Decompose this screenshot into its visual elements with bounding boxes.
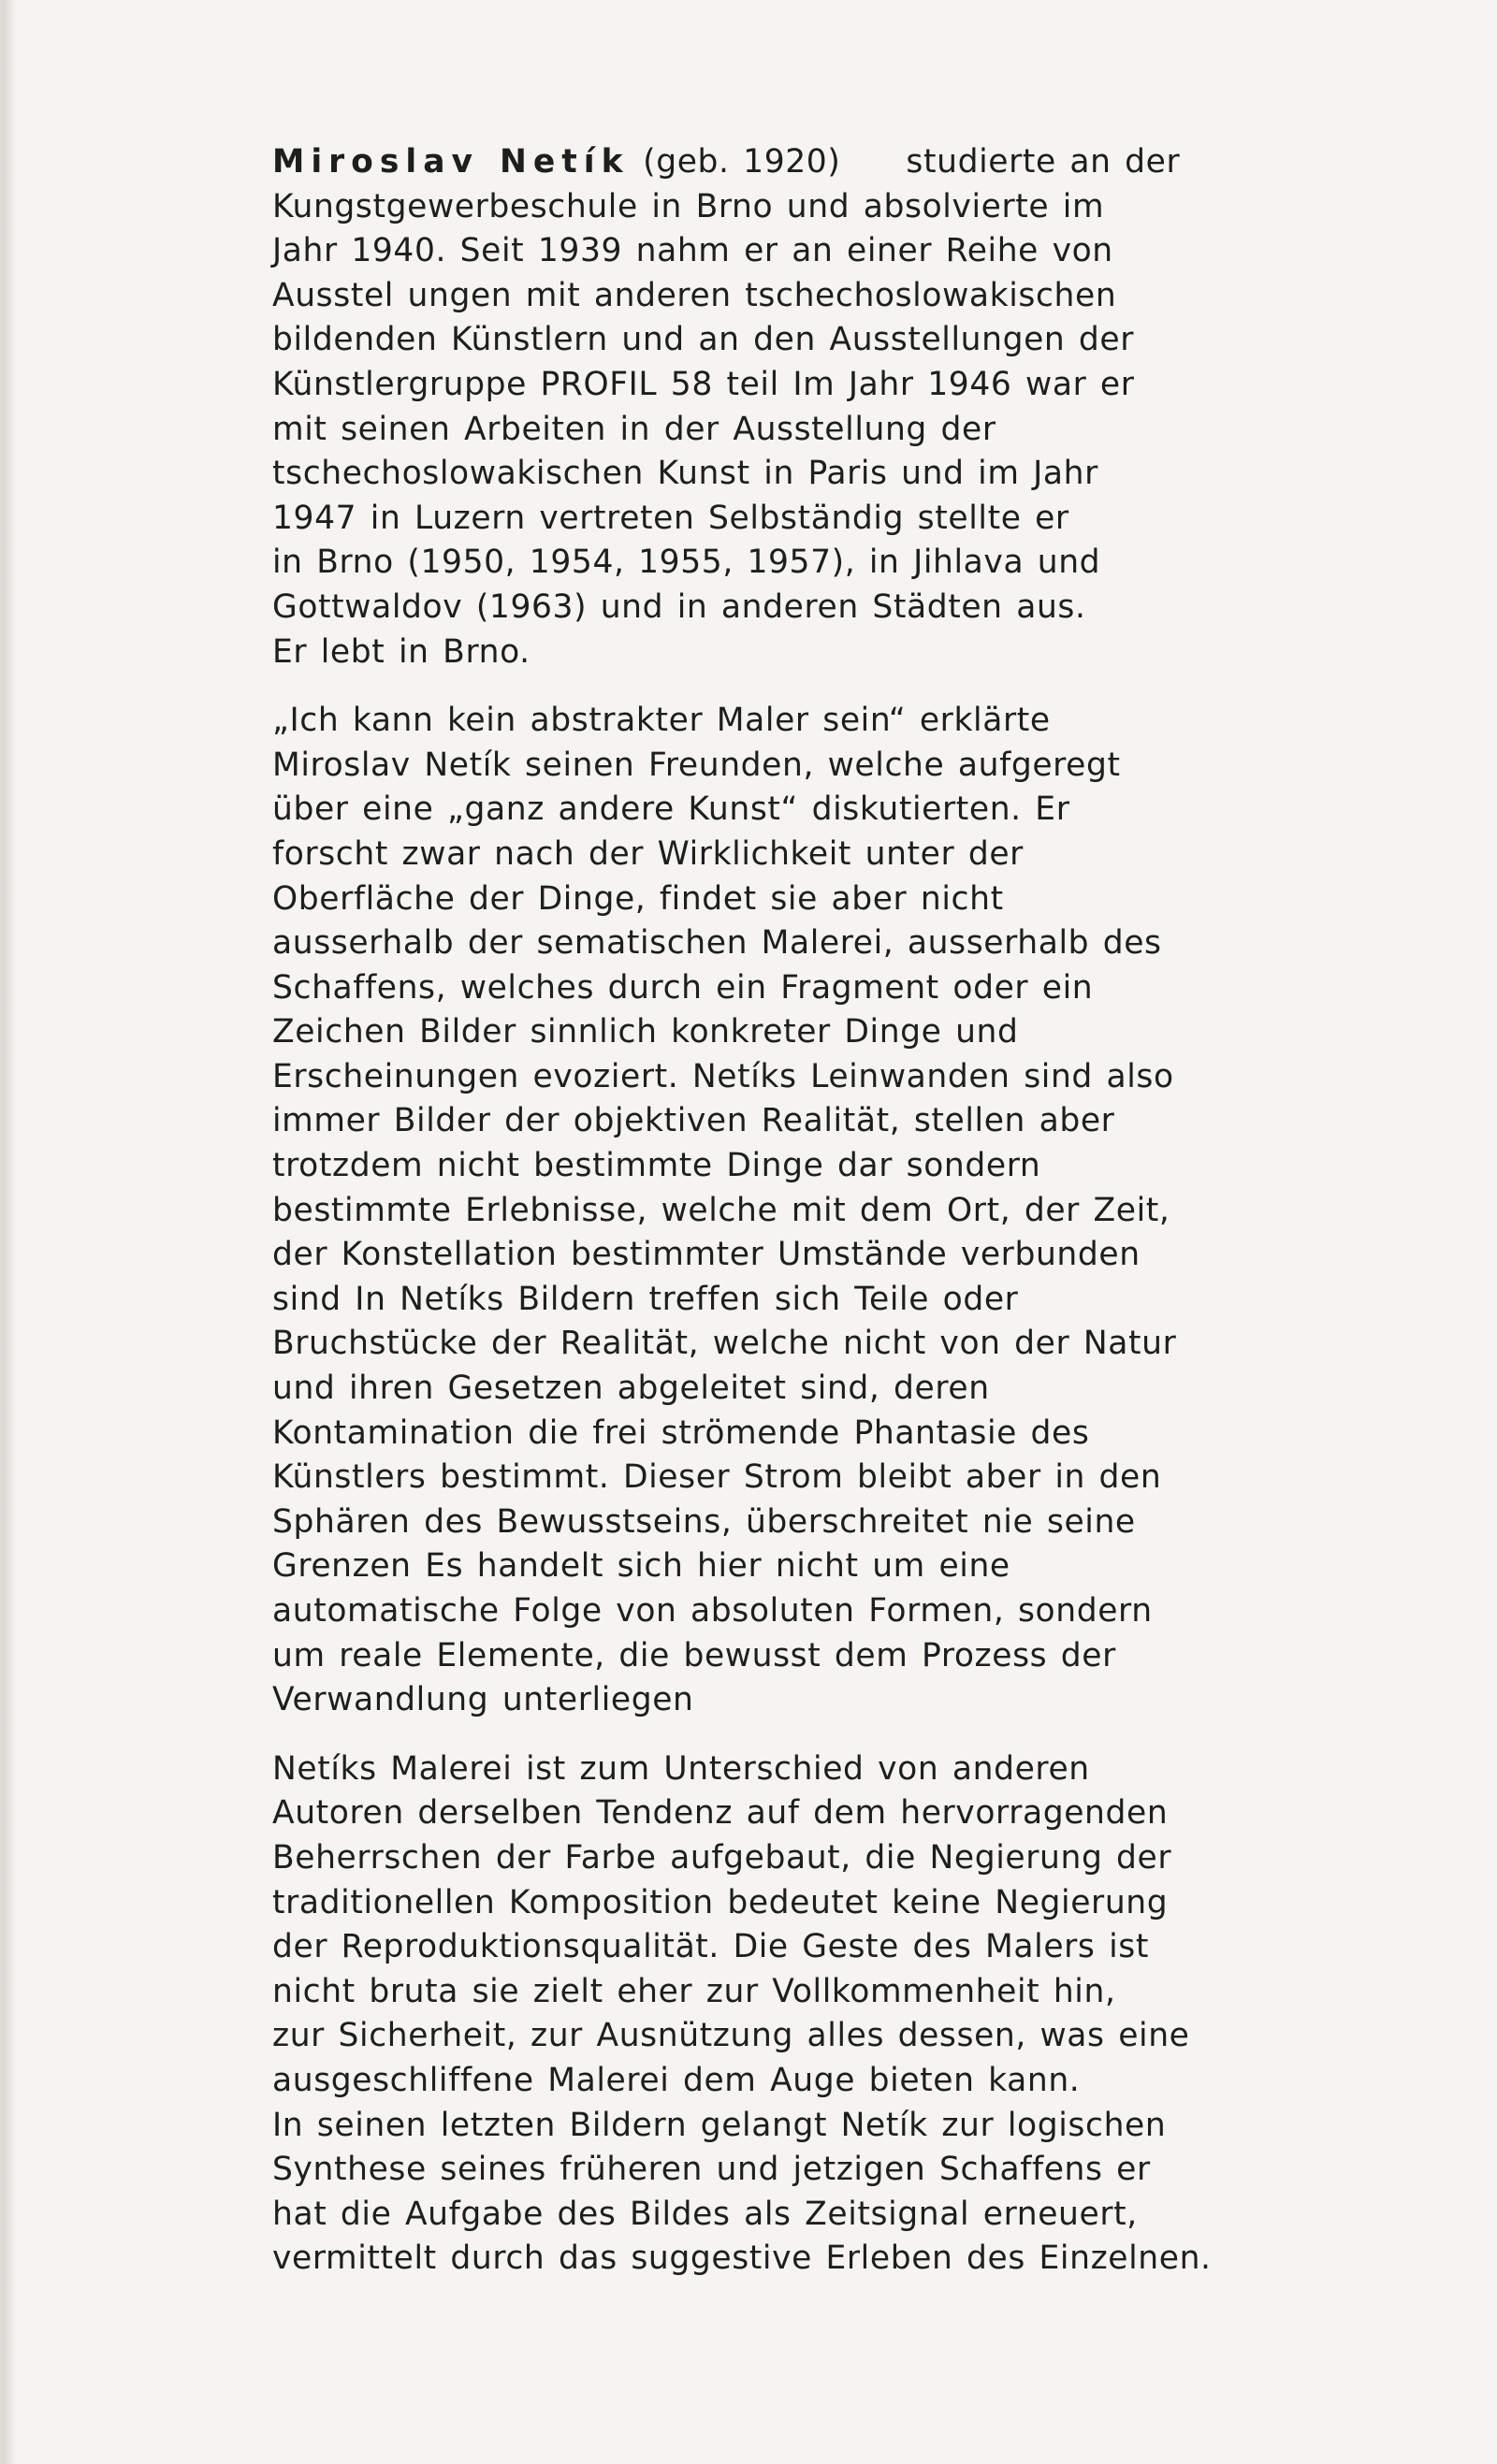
paragraph-line: Schaffens, welches durch ein Fragment oder ein xyxy=(272,968,1094,1007)
paragraph-line: immer Bilder der objektiven Realität, stellen aber xyxy=(272,1102,1115,1140)
paragraph-line: nicht bruta sie zielt eher zur Vollkommenheit hin, xyxy=(272,1972,1116,2010)
paragraph-line: Miroslav Netík seinen Freunden, welche aufgeregt xyxy=(272,746,1121,784)
paragraph-line: Erscheinungen evoziert. Netíks Leinwanden sind also xyxy=(272,1057,1174,1095)
paragraph-line: vermittelt durch das suggestive Erleben des Einzelnen. xyxy=(272,2239,1212,2278)
paragraph-line: zur Sicherheit, zur Ausnützung alles dessen, was eine xyxy=(272,2017,1190,2055)
paragraph-line: Oberfläche der Dinge, findet sie aber nicht xyxy=(272,879,1004,918)
paragraph-line: mit seinen Arbeiten in der Ausstellung der xyxy=(272,410,996,448)
paragraph-line: sind In Netíks Bildern treffen sich Teile oder xyxy=(272,1280,1019,1318)
text-column xyxy=(272,140,1348,2282)
paragraph-line: Beherrschen der Farbe aufgebaut, die Negierung der xyxy=(272,1838,1172,1877)
paragraph-line: Grenzen Es handelt sich hier nicht um eine xyxy=(272,1547,1010,1586)
paragraph-line: In seinen letzten Bildern gelangt Netík zur logischen xyxy=(272,2106,1167,2144)
paragraph-line: bildenden Künstlern und an den Ausstellungen der xyxy=(272,321,1135,359)
paragraph-line: um reale Elemente, die bewusst dem Prozess der xyxy=(272,1636,1116,1674)
paragraph-line: Bruchstücke der Realität, welche nicht von der Natur xyxy=(272,1325,1177,1363)
paragraph-line: ausgeschliffene Malerei dem Auge bieten kann. xyxy=(272,2061,1081,2099)
paragraph-line: in Brno (1950, 1954, 1955, 1957), in Jihlava und xyxy=(272,544,1101,582)
paragraph-line: Ausstel ungen mit anderen tschechoslowakischen xyxy=(272,276,1117,314)
paragraph-line: Kontamination die frei strömende Phantasie des xyxy=(272,1413,1090,1452)
paragraph-line: 1947 in Luzern vertreten Selbständig stellte er xyxy=(272,499,1069,537)
paragraph-line: Künstlers bestimmt. Dieser Strom bleibt aber in den xyxy=(272,1458,1162,1497)
paragraph-line: Jahr 1940. Seit 1939 nahm er an einer Reihe von xyxy=(272,232,1113,270)
paragraph-line: Zeichen Bilder sinnlich konkreter Dinge und xyxy=(272,1013,1019,1051)
paragraph-line: Synthese seines früheren und jetzigen Schaffens er xyxy=(272,2151,1151,2189)
paragraph-line: bestimmte Erlebnisse, welche mit dem Ort, der Zeit, xyxy=(272,1191,1170,1229)
paragraph-line: Netíks Malerei ist zum Unterschied von anderen xyxy=(272,1749,1090,1788)
paragraph-line: tschechoslowakischen Kunst in Paris und im Jahr xyxy=(272,455,1098,493)
artist-name: Miroslav Netík xyxy=(272,143,630,181)
paragraph-line: „Ich kann kein abstrakter Maler sein“ erklärte xyxy=(272,702,1051,740)
birth-year: (geb. 1920) xyxy=(643,143,841,181)
painting-paragraph xyxy=(272,1747,1348,2282)
paragraph-line: ausserhalb der sematischen Malerei, ausserhalb des xyxy=(272,924,1162,963)
paragraph-line: Gottwaldov (1963) und in anderen Städten aus. xyxy=(272,587,1086,626)
paragraph-line: über eine „ganz andere Kunst“ diskutierten. Er xyxy=(272,790,1070,829)
paragraph-line: Künstlergruppe PROFIL 58 teil Im Jahr 1946 war er xyxy=(272,365,1135,403)
biography-paragraph xyxy=(272,140,1348,674)
paragraph-line: Sphären des Bewusstseins, überschreitet nie seine xyxy=(272,1502,1136,1541)
paragraph-line: traditionellen Komposition bedeutet keine Negierung xyxy=(272,1883,1169,1921)
paragraph-line: trotzdem nicht bestimmte Dinge dar sondern xyxy=(272,1147,1041,1185)
paragraph-line: forscht zwar nach der Wirklichkeit unter der xyxy=(272,834,1024,873)
paragraph-line xyxy=(272,140,1348,185)
paragraph-line: automatische Folge von absoluten Formen, sondern xyxy=(272,1592,1153,1630)
paragraph-line-tail: studierte an der xyxy=(906,143,1181,181)
paragraph-line: und ihren Gesetzen abgeleitet sind, deren xyxy=(272,1370,990,1408)
critique-paragraph xyxy=(272,699,1348,1723)
paragraph-line: Er lebt in Brno. xyxy=(272,632,530,671)
paragraph-line: der Konstellation bestimmter Umstände verbunden xyxy=(272,1236,1141,1274)
paragraph-line: Autoren derselben Tendenz auf dem hervorragenden xyxy=(272,1794,1169,1833)
paragraph-line: hat die Aufgabe des Bildes als Zeitsignal erneuert, xyxy=(272,2195,1138,2233)
paragraph-line: der Reproduktionsqualität. Die Geste des Malers ist xyxy=(272,1928,1149,1966)
paragraph-line: Verwandlung unterliegen xyxy=(272,1681,694,1719)
paragraph-line: Kungstgewerbeschule in Brno und absolvierte im xyxy=(272,187,1105,225)
page-edge-shadow xyxy=(3,0,16,2464)
